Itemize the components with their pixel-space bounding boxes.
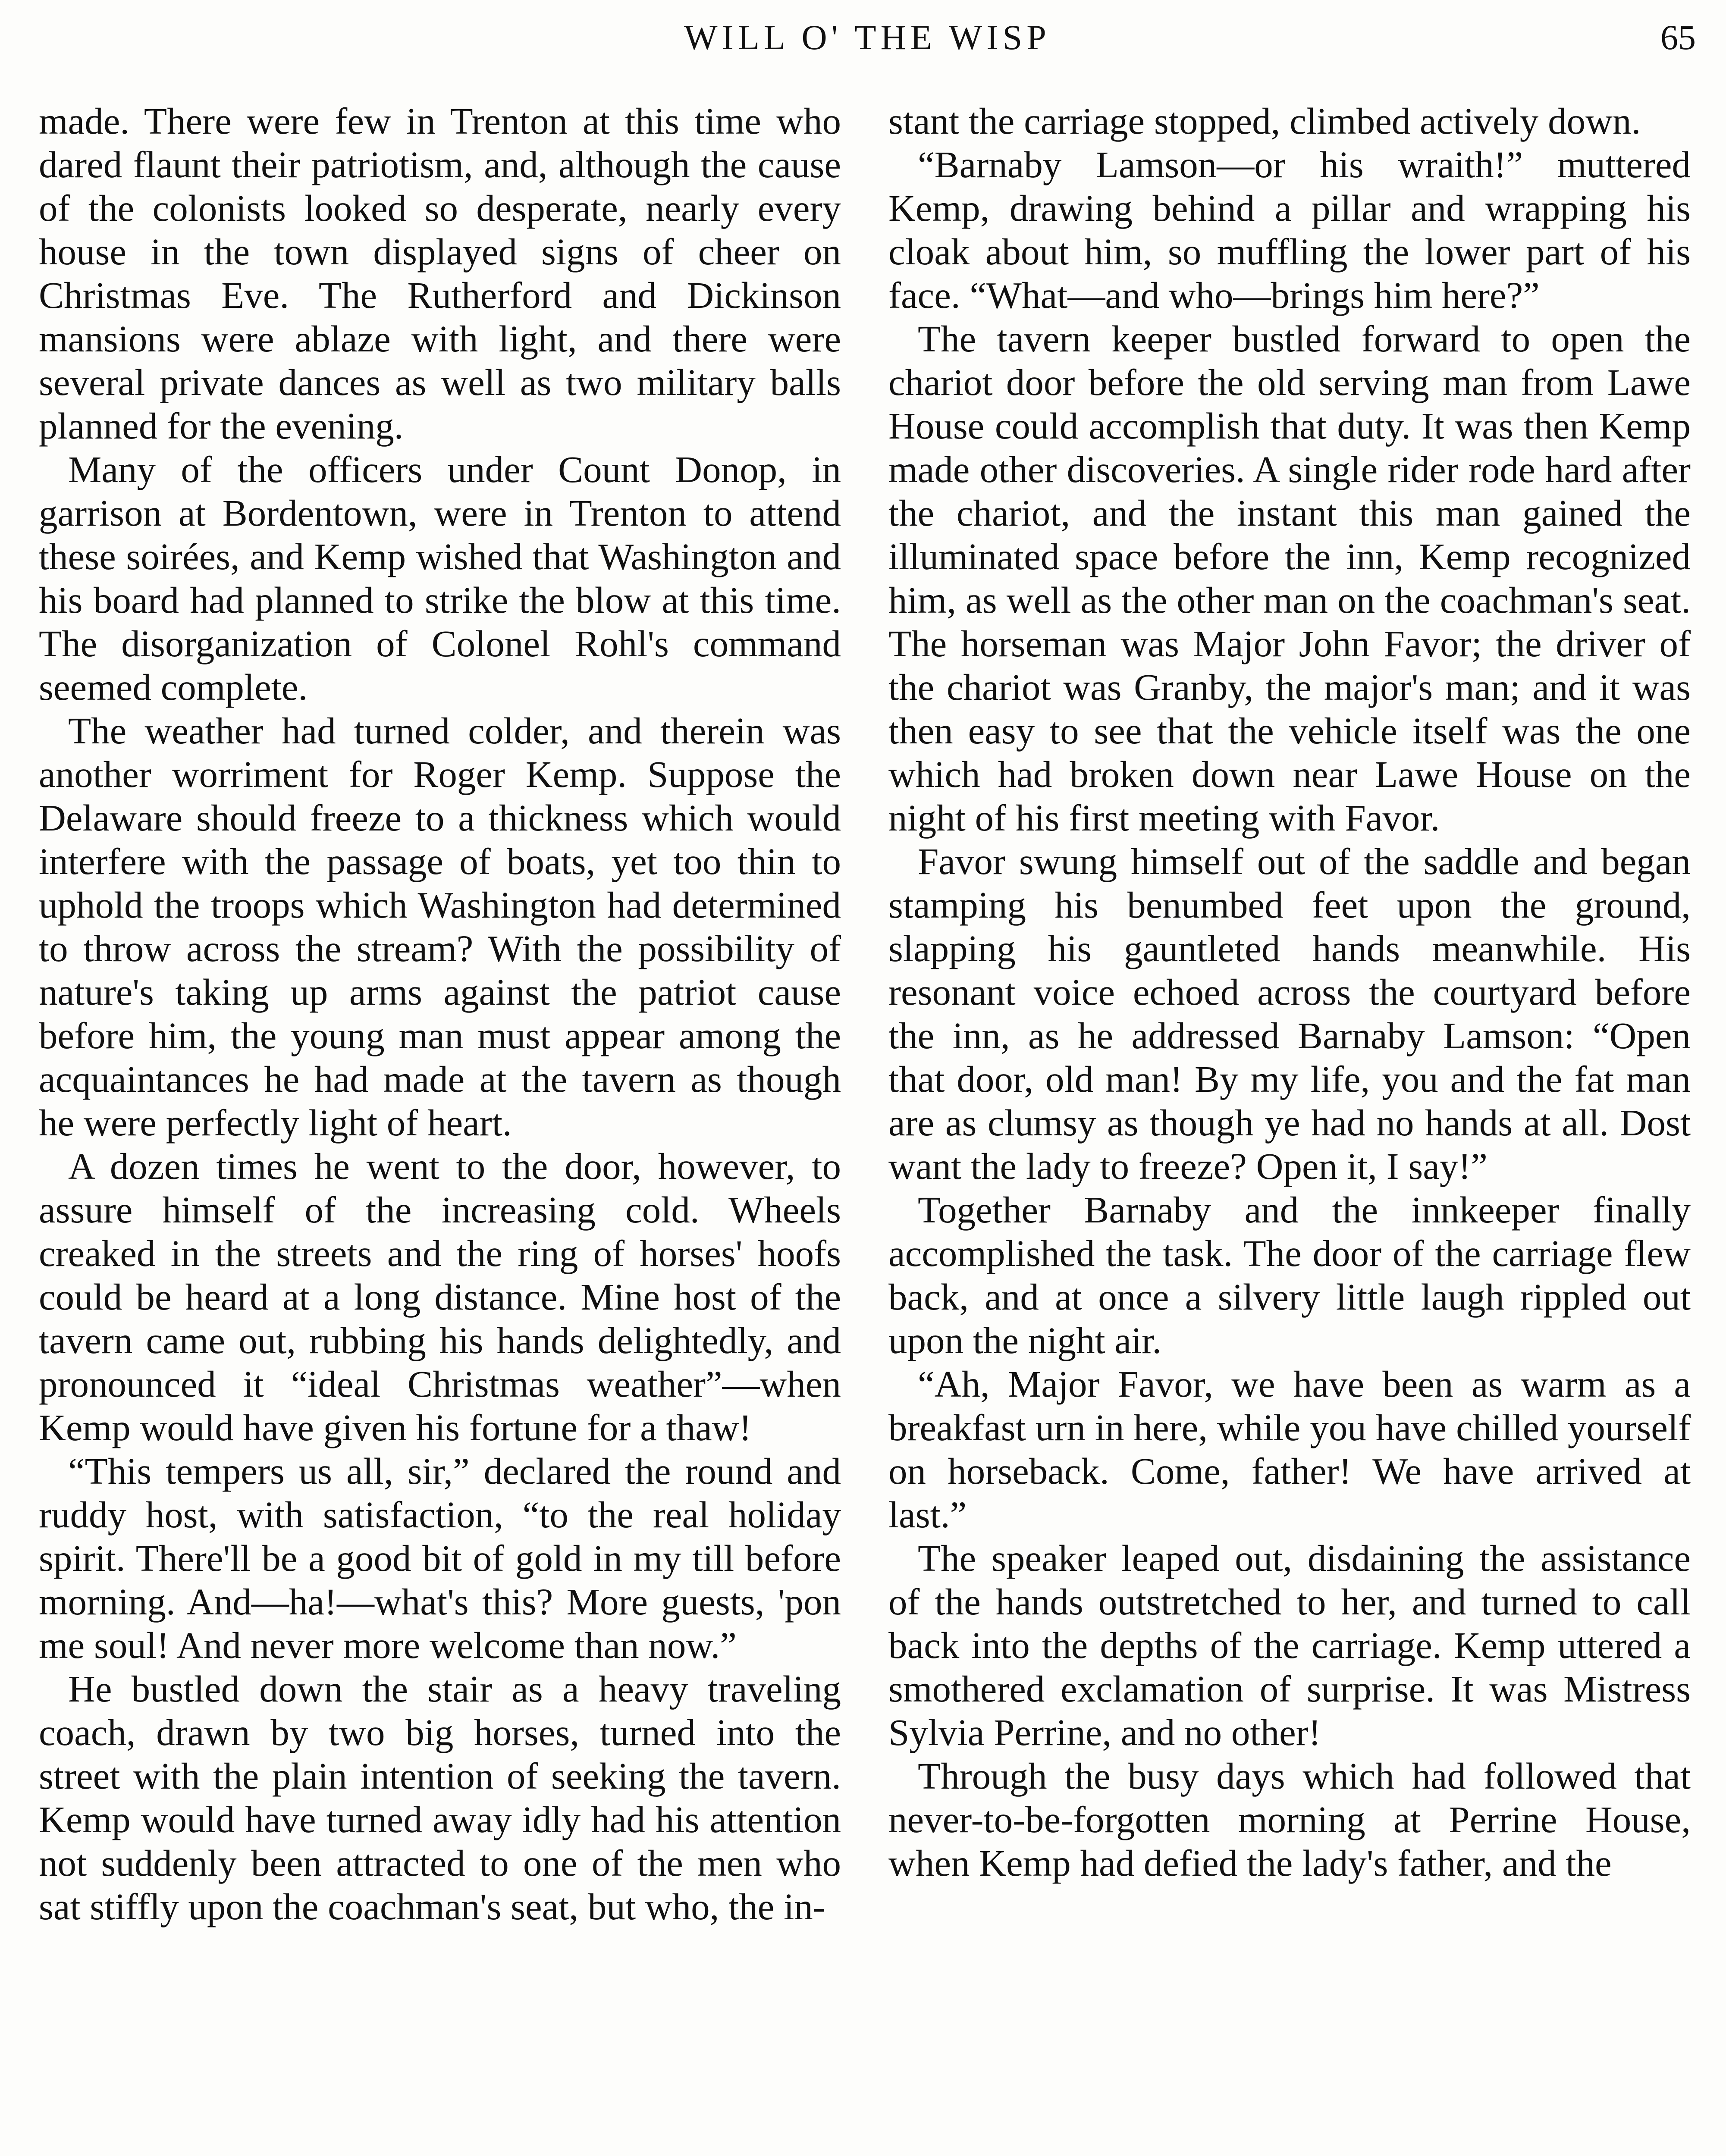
paragraph: The speaker leaped out, disdaining the assistance of the hands outstretched to her, and turned to call back into the depths of the carriage. Kemp uttered a smothered exclamation of surprise. It was Mistress Sylvia Perrine, and no other! bbox=[888, 1537, 1691, 1753]
paragraph: The weather had turned colder, and therein was another worriment for Roger Kemp. Suppose the Delaware should freeze to a thickness which would interfere with the passage of boats, yet too thin to uphold the troops which Washington had determined to throw across the stream? With the possibility of nature's taking up arms against the patriot cause before him, the young man must appear among the acquaintances he had made at the tavern as though he were perfectly light of heart. bbox=[39, 710, 841, 1144]
page-number: 65 bbox=[1660, 18, 1696, 57]
left-column bbox=[39, 99, 841, 1928]
paragraph: Favor swung himself out of the saddle and began stamping his benumbed feet upon the ground, slapping his gauntleted hands meanwhile. His resonant voice echoed across the courtyard before the inn, as he addressed Barnaby Lamson: “Open that door, old man! By my life, you and the fat man are as clumsy as though ye had no hands at all. Dost want the lady to freeze? Open it, I say!” bbox=[888, 840, 1691, 1187]
paragraph: The tavern keeper bustled forward to open the chariot door before the old serving man from Lawe House could accomplish that duty. It was then Kemp made other discoveries. A single rider rode hard after the chariot, and the instant this man gained the illuminated space before the inn, Kemp recognized him, as well as the other man on the coachman's seat. The horseman was Major John Favor; the driver of the chariot was Granby, the major's man; and it was then easy to see that the vehicle itself was the one which had broken down near Lawe House on the night of his first meeting with Favor. bbox=[888, 318, 1691, 839]
right-column bbox=[888, 99, 1691, 1885]
page-header bbox=[39, 17, 1696, 69]
paragraph: “This tempers us all, sir,” declared the round and ruddy host, with satisfaction, “to the real holiday spirit. There'll be a good bit of gold in my till before morning. And—ha!—what's this? More guests, 'pon me soul! And never more welcome than now.” bbox=[39, 1450, 841, 1666]
paragraph: “Barnaby Lamson—or his wraith!” muttered Kemp, drawing behind a pillar and wrapping his cloak about him, so muffling the lower part of his face. “What—and who—brings him here?” bbox=[888, 144, 1691, 316]
paragraph: Through the busy days which had followed that never-to-be-forgotten morning at Perrine House, when Kemp had defied the lady's father, and the bbox=[888, 1755, 1691, 1884]
paragraph: Many of the officers under Count Donop, in garrison at Bordentown, were in Trenton to attend these soirées, and Kemp wished that Washington and his board had planned to strike the blow at this time. The disorganization of Colonel Rohl's command seemed complete. bbox=[39, 448, 841, 708]
paragraph: Together Barnaby and the innkeeper finally accomplished the task. The door of the carriage flew back, and at once a silvery little laugh rippled out upon the night air. bbox=[888, 1189, 1691, 1361]
paragraph: stant the carriage stopped, climbed actively down. bbox=[888, 100, 1641, 142]
paragraph: A dozen times he went to the door, however, to assure himself of the increasing cold. Wheels creaked in the streets and the ring of horses' hoofs could be heard at a long distance. Mine host of the tavern came out, rubbing his hands delightedly, and pronounced it “ideal Christmas weather”—when Kemp would have given his fortune for a thaw! bbox=[39, 1145, 841, 1448]
paragraph: made. There were few in Trenton at this time who dared flaunt their patriotism, and, although the cause of the colonists looked so desperate, nearly every house in the town displayed signs of cheer on Christmas Eve. The Rutherford and Dickinson mansions were ablaze with light, and there were several private dances as well as two military balls planned for the evening. bbox=[39, 100, 841, 447]
paragraph: “Ah, Major Favor, we have been as warm as a breakfast urn in here, while you have chilled yourself on horseback. Come, father! We have arrived at last.” bbox=[888, 1363, 1691, 1536]
paragraph: He bustled down the stair as a heavy traveling coach, drawn by two big horses, turned into the street with the plain intention of seeking the tavern. Kemp would have turned away idly had his attention not suddenly been attracted to one of the men who sat stiffly upon the coachman's seat, but who, the in- bbox=[39, 1668, 841, 1927]
running-title: WILL O' THE WISP bbox=[684, 18, 1051, 57]
